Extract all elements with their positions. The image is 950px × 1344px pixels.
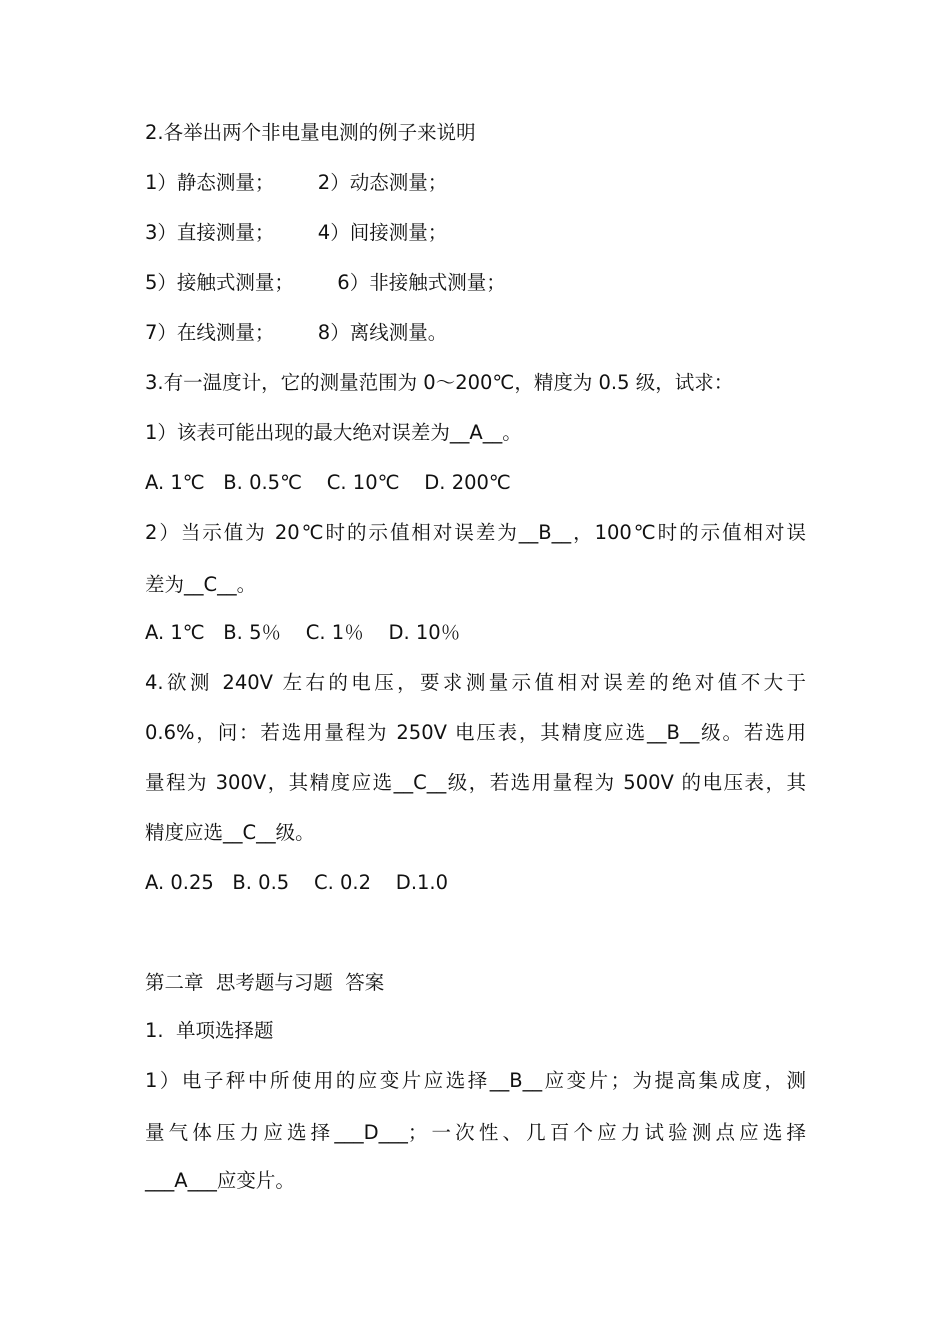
- question-4-line-4: 精度应选__C__级。: [145, 821, 315, 844]
- question-3-options-2: A. 1℃ B. 5％ C. 1％ D. 10％: [145, 621, 461, 644]
- question-4-options: A. 0.25 B. 0.5 C. 0.2 D.1.0: [145, 871, 449, 894]
- chapter-2-question-1-line-1: 1）电子秤中所使用的应变片应选择__B__应变片；为提高集成度，测: [145, 1069, 806, 1092]
- question-2-items-1-2: 1）静态测量； 2）动态测量；: [145, 171, 448, 194]
- question-2-items-7-8: 7）在线测量； 8）离线测量。: [145, 321, 448, 344]
- chapter-2-question-1-line-3: ___A___应变片。: [145, 1169, 295, 1192]
- question-4-line-1: 4.欲测 240V 左右的电压，要求测量示值相对误差的绝对值不大于: [145, 671, 806, 694]
- chapter-2-question-1-line-2: 量气体压力应选择___D___；一次性、几百个应力试验测点应选择: [145, 1121, 806, 1144]
- question-3-title: 3.有一温度计，它的测量范围为 0～200℃，精度为 0.5 级，试求：: [145, 371, 734, 394]
- question-4-line-3: 量程为 300V，其精度应选__C__级，若选用量程为 500V 的电压表，其: [145, 771, 806, 794]
- question-3-sub-2-line-1: 2）当示值为 20℃时的示值相对误差为__B__，100℃时的示值相对误: [145, 521, 806, 544]
- section-1-title: 1. 单项选择题: [145, 1019, 274, 1042]
- chapter-2-title: 第二章 思考题与习题 答案: [145, 971, 385, 994]
- question-4-line-2: 0.6%，问：若选用量程为 250V 电压表，其精度应选__B__级。若选用: [145, 721, 806, 744]
- question-2-items-3-4: 3）直接测量； 4）间接测量；: [145, 221, 448, 244]
- question-3-sub-1: 1）该表可能出现的最大绝对误差为__A__。: [145, 421, 522, 444]
- question-2-title: 2.各举出两个非电量电测的例子来说明: [145, 121, 476, 144]
- question-3-options-1: A. 1℃ B. 0.5℃ C. 10℃ D. 200℃: [145, 471, 511, 494]
- question-2-items-5-6: 5）接触式测量； 6）非接触式测量；: [145, 271, 506, 294]
- question-3-sub-2-line-2: 差为__C__。: [145, 573, 257, 596]
